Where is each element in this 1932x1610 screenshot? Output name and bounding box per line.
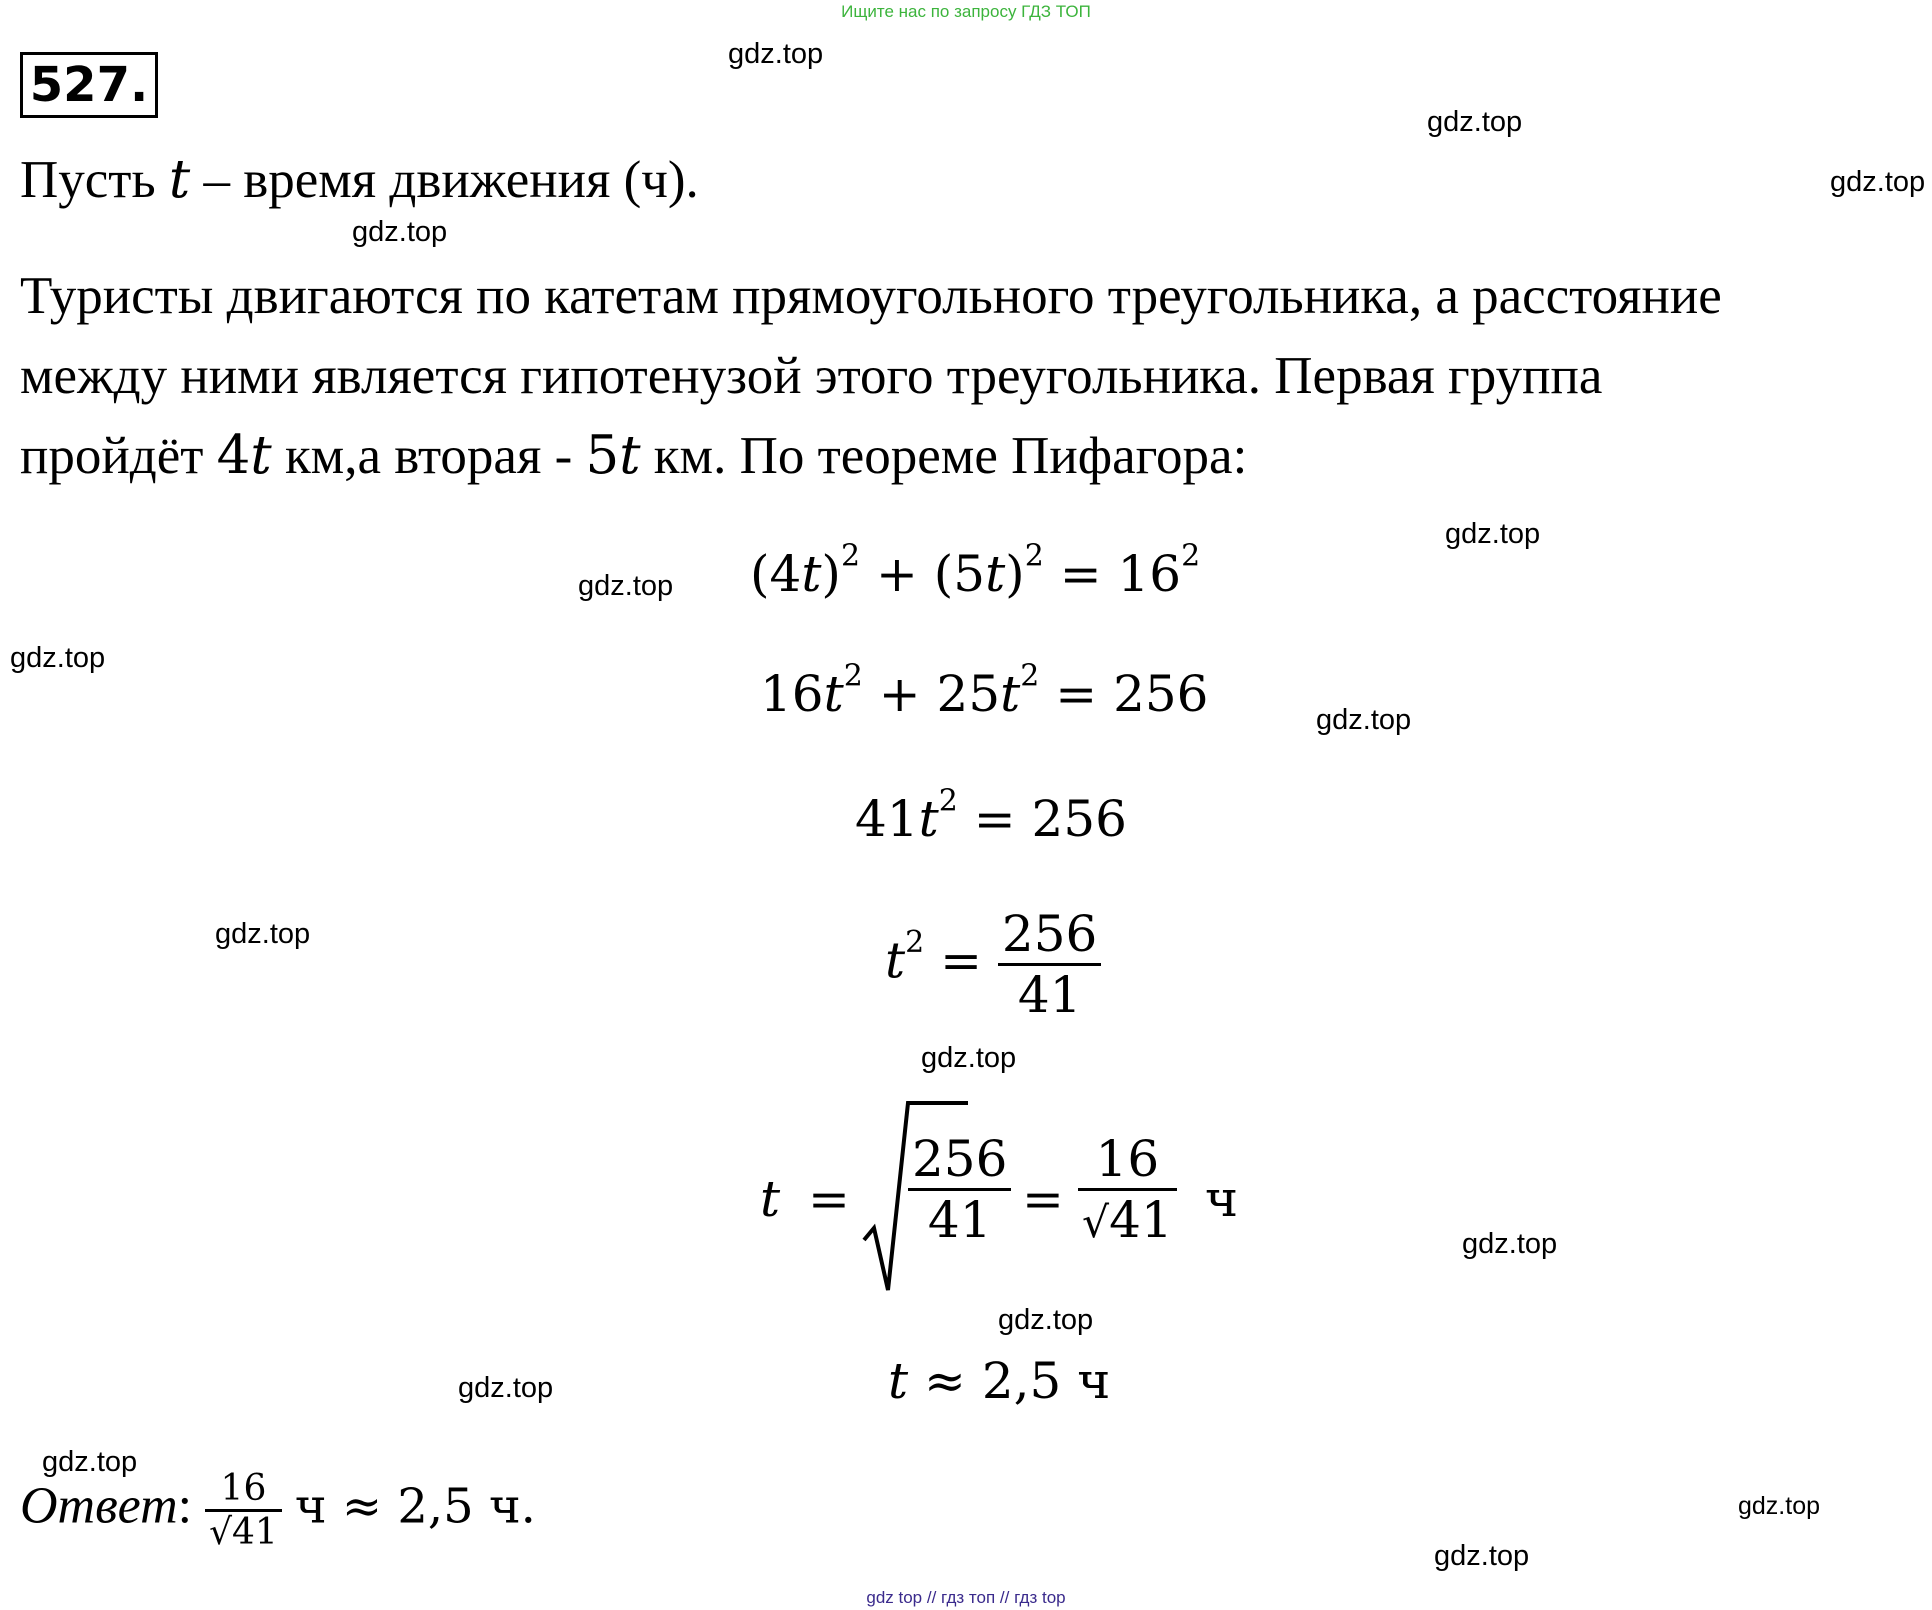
answer-line: Ответ: $\frac{16}{√41}$ ч ≈ 2,5 ч. [20,1468,536,1553]
problem-number: 527. [20,52,158,118]
intro-line [20,140,699,220]
line3-pre: пройдёт [20,427,204,485]
var-t-2: t [619,425,641,486]
equation-2: $16t^2 + 25t^2 = 256$ [760,658,1209,723]
explanation-line-1: Туристы двигаются по катетам прямоугольного треугольника, а расстояние [20,267,1722,325]
answer-fraction: $\frac{16}{√41}$ [205,1468,282,1553]
watermark: gdz.top [1462,1228,1558,1260]
equation-3: $41t^2 = 256$ [855,783,1127,848]
equation-1: $(4t)^2 + (5t)^2 = 16^2$ [750,538,1201,603]
line3-post: км. По теореме Пифагора: [653,427,1248,485]
watermark: gdz.top [458,1372,554,1404]
watermark: gdz.top [1445,518,1541,550]
watermark: gdz.top [10,642,106,674]
coef-2: 5 [585,425,620,486]
watermark: gdz.top [921,1042,1017,1074]
watermark: gdz.top [728,38,824,70]
intro-pre: Пусть [20,151,156,209]
explanation-line-3 [20,416,1247,496]
watermark: gdz.top [998,1304,1094,1336]
explanation-line-2: между ними является гипотенузой этого треугольника. Первая группа [20,347,1603,405]
intro-var: t [168,149,191,210]
equation-4: $t^2$ = $\frac{256}{41}$ [885,905,1101,1024]
watermark: gdz.top [42,1446,138,1478]
watermark: gdz.top [1830,166,1926,198]
watermark: gdz.top [215,918,311,950]
fraction-256-41: $\frac{256}{41}$ [998,905,1101,1024]
watermark: gdz.top [1434,1540,1530,1572]
intro-post: – время движения (ч). [203,151,699,209]
watermark: gdz.top [1316,704,1412,736]
sqrt-fraction: $\frac{256}{41}$ [908,1130,1011,1249]
fraction-16-sqrt41: $\frac{16}{√41}$ [1078,1130,1177,1249]
watermark: gdz.top [1427,106,1523,138]
line3-mid: км,а вторая - [284,427,573,485]
top-banner: Ищите нас по запросу ГДЗ ТОП [841,2,1091,21]
footer: gdz top // гдз топ // гдз top [866,1588,1066,1607]
watermark: gdz.top [578,570,674,602]
watermark: gdz.top [1738,1492,1821,1520]
coef-1: 4 [216,425,251,486]
var-t-1: t [250,425,272,486]
equation-6: t ≈ 2,5 ч [888,1352,1111,1410]
watermark: gdz.top [352,216,448,248]
